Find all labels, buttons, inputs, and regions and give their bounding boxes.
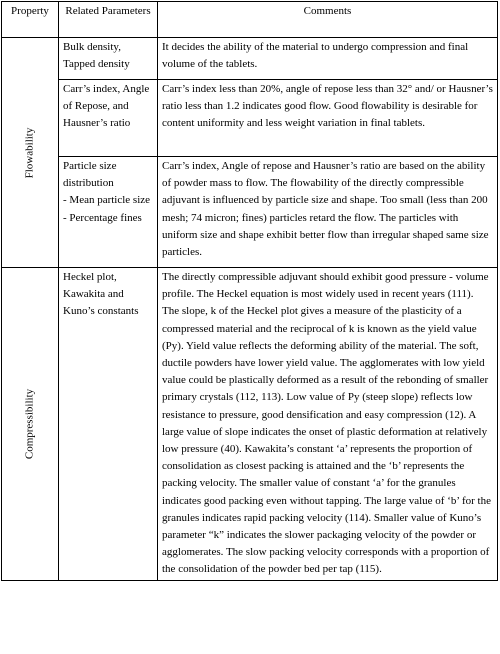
parameter-cell bbox=[59, 157, 158, 268]
property-label: Flowability bbox=[23, 127, 36, 178]
header-related-parameters: Related Parameters bbox=[59, 2, 158, 38]
parameter-subitem: - Percentage fines bbox=[63, 211, 142, 224]
table-header-row bbox=[2, 2, 498, 38]
property-cell-compressibility bbox=[2, 268, 59, 581]
property-label: Compressibility bbox=[23, 388, 36, 459]
header-property: Property bbox=[2, 2, 59, 38]
table-row bbox=[2, 157, 498, 268]
properties-table bbox=[1, 1, 498, 581]
parameter-cell: Heckel plot, Kawakita and Kuno’s constants bbox=[59, 268, 158, 581]
header-comments: Comments bbox=[158, 2, 498, 38]
table-row bbox=[2, 268, 498, 581]
comment-cell: Carr’s index, Angle of repose and Hausner’s ratio are based on the ability of powder mass to flow. The flowability of the directly compressible adjuvant is influenced by particle size and shape. Too small (less than 200 mesh; 74 micron; fines) particles retard the flow. The particles with uniform size and shape exhibit better flow than irregular shaped same size particles. bbox=[158, 157, 498, 268]
table-row bbox=[2, 80, 498, 157]
property-cell-flowability bbox=[2, 38, 59, 268]
comment-cell: Carr’s index less than 20%, angle of repose less than 32° and/ or Hausner’s ratio less than 1.2 indicates good flow. Good flowability is desirable for content uniformity and less weight variation in final tablets. bbox=[158, 80, 498, 157]
parameter-cell: Carr’s index, Angle of Repose, and Hausner’s ratio bbox=[59, 80, 158, 157]
parameter-heading: Particle size distribution bbox=[63, 160, 117, 190]
comment-cell: The directly compressible adjuvant should exhibit good pressure - volume profile. The Heckel equation is most widely used in recent years (111). The slope, k of the Heckel plot gives a measure of the plasticity of a compressed material and the reciprocal of k is known as the yield value (Py). Yield value reflects the deforming ability of the material. The soft, ductile powders have lower yield value. The agglomerates with low yield value could be plastically deformed as a result of the rebonding of smaller primary crystals (112, 113). Low value of Py (steep slope) reflects low resistance to pressure, good densification and easy compression (12). A large value of slope indicates the onset of plastic deformation at relatively low pressure (40). Kawakita’s constant ‘a’ represents the proportion of consolidation as closest packing is attained and the ‘b’ represents the packing velocity. The smaller value of constant ‘a’ for the granules indicates good packing even without tapping. The large value of ‘b’ for the granules indicates rapid packing velocity (114). Smaller value of Kuno’s parameter “k” indicates the slower packaging velocity of the powder or agglomerates. The slow packing velocity corresponds with a proportion of the consolidation of the powder bed per tap (115). bbox=[158, 268, 498, 581]
parameter-subitem: - Mean particle size bbox=[63, 194, 151, 207]
comment-cell: It decides the ability of the material to undergo compression and final volume of the tablets. bbox=[158, 38, 498, 80]
parameter-cell: Bulk density, Tapped density bbox=[59, 38, 158, 80]
table-row bbox=[2, 38, 498, 80]
